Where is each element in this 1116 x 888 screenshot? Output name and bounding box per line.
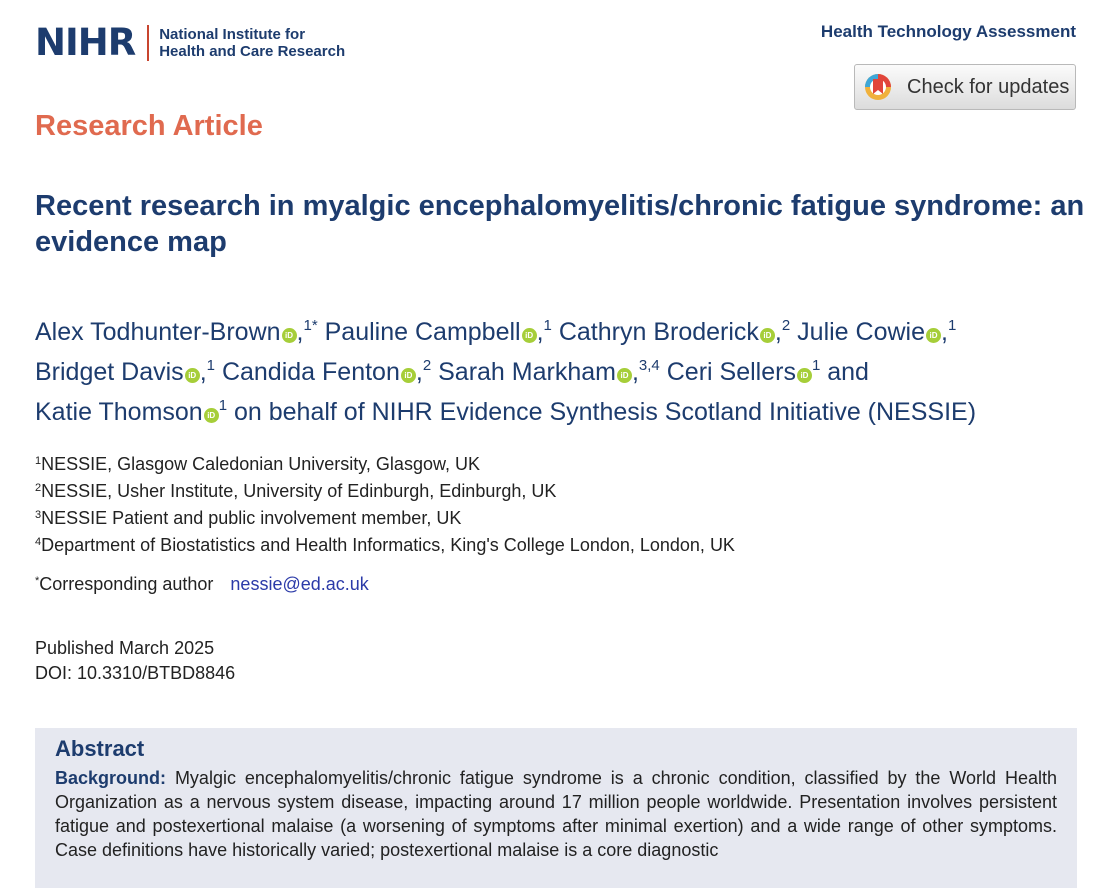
abstract-background [55,766,1057,862]
affiliation-text: NESSIE Patient and public involvement member, UK [41,508,462,528]
author-first-name: Cathryn [558,318,654,346]
journal-name: Health Technology Assessment [820,22,1076,41]
author-affiliation-sup: 2 [781,317,791,334]
author-item: Cathryn Broderick iD ,$^2$ [559,318,797,346]
author-last-name[interactable]: Todhunter-Brown [90,318,281,346]
affiliation-number: 1 [35,455,42,467]
check-for-updates-button[interactable] [854,64,1076,110]
article-title: Recent research in myalgic encephalomyelitis/chronic fatigue syndrome: an evidence map [35,190,1085,258]
author-suffix [660,358,667,386]
logo-mark: NIHR [35,21,136,64]
author-last-name[interactable]: Thomson [98,398,203,426]
logo-divider [147,25,149,61]
author-affiliation-sup: 1 [543,317,552,334]
orcid-icon[interactable]: iD [282,328,297,343]
orcid-icon[interactable]: iD [401,368,416,383]
author-last-name[interactable]: Broderick [653,318,759,346]
orcid-icon[interactable]: iD [926,328,941,343]
author-affiliation-sup: 3,4 [638,357,660,374]
affiliation-item [35,503,735,530]
doi: DOI: 10.3310/BTBD8846 [35,663,236,683]
author-affiliation-sup: 1 [811,357,821,374]
nihr-logo [35,21,346,64]
corresponding-mark: * [35,575,40,587]
author-last-name[interactable]: Campbell [414,318,521,346]
affiliation-text: NESSIE, Usher Institute, University of Edinburgh, Edinburgh, UK [41,481,557,501]
orcid-icon[interactable]: iD [522,328,537,343]
author-first-name: Ceri [666,358,720,386]
background-label: Background: [55,768,167,788]
orcid-icon[interactable]: iD [797,368,812,383]
author-first-name: Bridget [35,358,122,386]
author-affiliation-sup: 2 [422,357,432,374]
author-affiliation-sup: 1 [206,357,215,374]
author-last-name[interactable]: Davis [121,358,184,386]
author-suffix: on behalf of NIHR Evidence Synthesis Scotland Initiative (NESSIE) [227,398,977,426]
author-item: Candida Fenton iD ,$^2$ [222,358,438,386]
author-affiliation-sup: 1* [303,317,318,334]
author-item: Julie Cowie iD ,$^1$ [797,317,957,346]
affiliation-number: 2 [35,482,42,494]
affiliation-text: NESSIE, Glasgow Caledonian University, Glasgow, UK [41,454,480,474]
author-first-name: Alex [35,318,91,346]
orcid-icon[interactable]: iD [760,328,775,343]
orcid-icon[interactable]: iD [185,368,200,383]
crossmark-icon [863,72,893,102]
corresponding-label: Corresponding author [39,574,214,594]
affiliation-number: 3 [35,509,42,521]
author-first-name: Candida [221,358,323,386]
logo-line-2: Health and Care Research [159,42,346,60]
abstract-heading: Abstract [55,736,145,761]
affiliation-item [35,476,735,503]
author-item: Alex Todhunter-Brown iD ,$^{1*}$ [35,318,325,346]
corresponding-author [35,574,369,595]
author-item [35,398,976,426]
author-first-name: Katie [35,398,99,426]
author-last-name[interactable]: Cowie [855,318,926,346]
affiliation-text: Department of Biostatistics and Health Informatics, King's College London, London, UK [41,535,735,555]
author-first-name: Pauline [324,318,415,346]
author-last-name[interactable]: Sellers [719,358,796,386]
affiliation-item [35,449,735,476]
affiliation-item [35,530,735,557]
orcid-icon[interactable]: iD [617,368,632,383]
author-item [667,358,869,386]
author-item: Pauline Campbell iD ,$^1$ [325,318,559,346]
background-text: Myalgic encephalomyelitis/chronic fatigue syndrome is a chronic condition, classified by the World Health Organization as a nervous system disease, impacting around 17 million people worldwide. Presentation involves persistent fatigue and postexertional malaise (a worsening of symptoms after minimal exertion) and a wide range of other symptoms. Case definitions have historically varied; postexertional malaise is a core diagnostic [55,768,1057,860]
article-type: Research Article [35,110,263,142]
author-suffix [552,318,559,346]
author-item: Sarah Markham iD ,$^{3,4}$ [438,358,667,386]
orcid-icon[interactable]: iD [204,408,219,423]
author-affiliation-sup: 1 [947,317,957,334]
affiliation-list [35,449,735,557]
affiliation-number: 4 [35,536,42,548]
author-suffix [318,318,325,346]
publication-info [35,636,235,686]
author-suffix [215,358,222,386]
author-suffix: and [820,358,869,386]
author-last-name[interactable]: Markham [511,358,616,386]
author-list [35,309,1085,429]
published-date: Published March 2025 [35,638,215,658]
corresponding-email-link[interactable]: nessie@ed.ac.uk [230,574,369,594]
author-first-name: Sarah [438,358,512,386]
check-for-updates-label: Check for updates [907,75,1070,98]
author-item: Bridget Davis iD ,$^1$ [35,358,222,386]
abstract-box [35,728,1077,888]
logo-line-1: National Institute for [159,25,306,43]
author-affiliation-sup: 1 [218,397,228,414]
logo-text [159,26,345,60]
author-first-name: Julie [797,318,856,346]
author-last-name[interactable]: Fenton [322,358,400,386]
